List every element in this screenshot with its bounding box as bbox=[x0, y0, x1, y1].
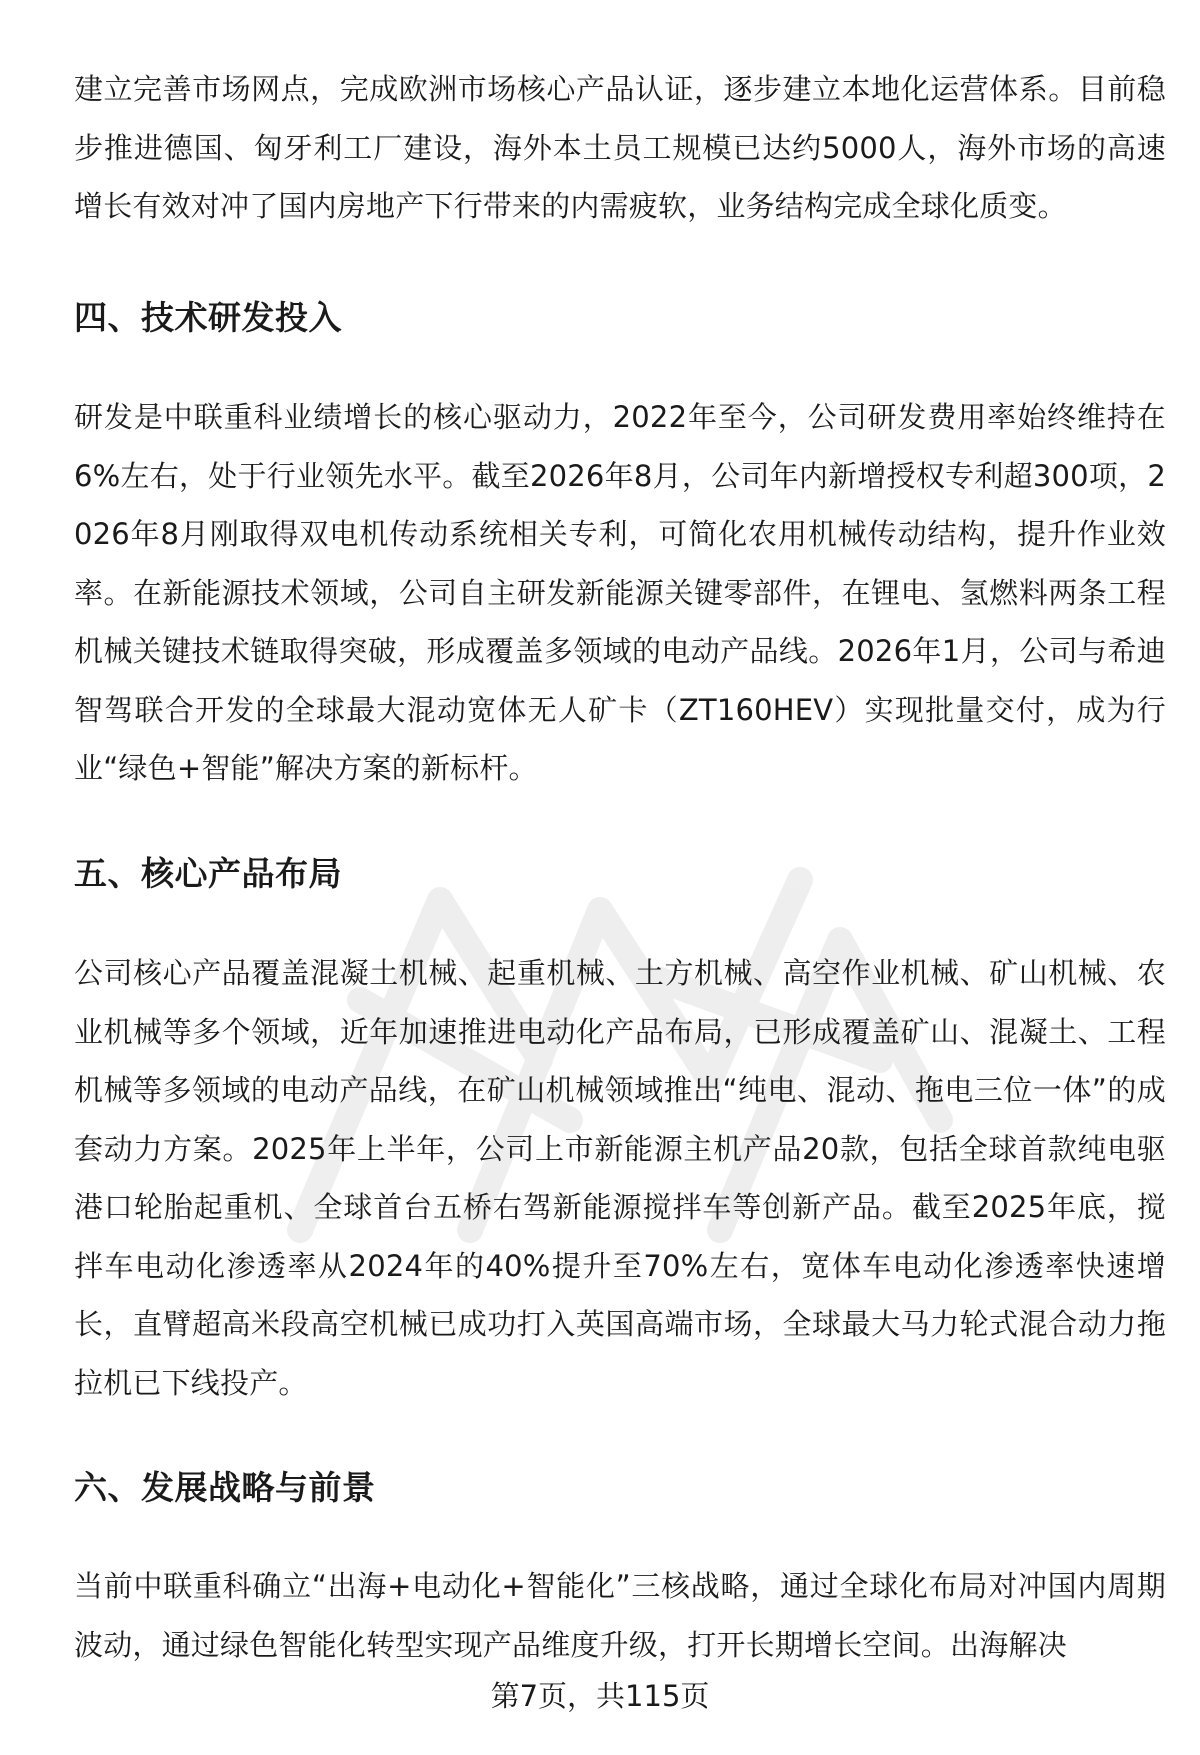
paragraph-intro: 建立完善市场网点，完成欧洲市场核心产品认证，逐步建立本地化运营体系。目前稳步推进德国、匈牙利工厂建设，海外本土员工规模已达约5000人，海外市场的高速增长有效对冲了国内房地产下行带来的内需疲软，业务结构完成全球化质变。 bbox=[74, 72, 1166, 223]
page-number-footer: 第7页，共115页 bbox=[490, 1679, 710, 1713]
section-heading-products: 五、核心产品布局 bbox=[74, 854, 342, 893]
paragraph-rd: 研发是中联重科业绩增长的核心驱动力，2022年至今，公司研发费用率始终维持在6%左右，处于行业领先水平。截至2026年8月，公司年内新增授权专利超300项，2026年8月刚取得双电机传动系统相关专利，可简化农用机械传动结构，提升作业效率。在新能源技术领域，公司自主研发新能源关键零部件，在锂电、氢燃料两条工程机械关键技术链取得突破，形成覆盖多领域的电动产品线。2026年1月，公司与希迪智驾联合开发的全球最大混动宽体无人矿卡（ZT160HEV）实现批量交付，成为行业“绿色+智能”解决方案的新标杆。 bbox=[74, 400, 1166, 785]
section-heading-strategy: 六、发展战略与前景 bbox=[74, 1468, 376, 1507]
paragraph-products: 公司核心产品覆盖混凝土机械、起重机械、土方机械、高空作业机械、矿山机械、农业机械等多个领域，近年加速推进电动化产品布局，已形成覆盖矿山、混凝土、工程机械等多领域的电动产品线，在矿山机械领域推出“纯电、混动、拖电三位一体”的成套动力方案。2025年上半年，公司上市新能源主机产品20款，包括全球首款纯电驱港口轮胎起重机、全球首台五桥右驾新能源搅拌车等创新产品。截至2025年底，搅拌车电动化渗透率从2024年的40%提升至70%左右，宽体车电动化渗透率快速增长，直臂超高米段高空机械已成功打入英国高端市场，全球最大马力轮式混合动力拖拉机已下线投产。 bbox=[74, 956, 1166, 1400]
section-heading-rd: 四、技术研发投入 bbox=[74, 298, 342, 337]
paragraph-strategy: 当前中联重科确立“出海+电动化+智能化”三核战略，通过全球化布局对冲国内周期波动，通过绿色智能化转型实现产品维度升级，打开长期增长空间。出海解决 bbox=[74, 1569, 1166, 1662]
